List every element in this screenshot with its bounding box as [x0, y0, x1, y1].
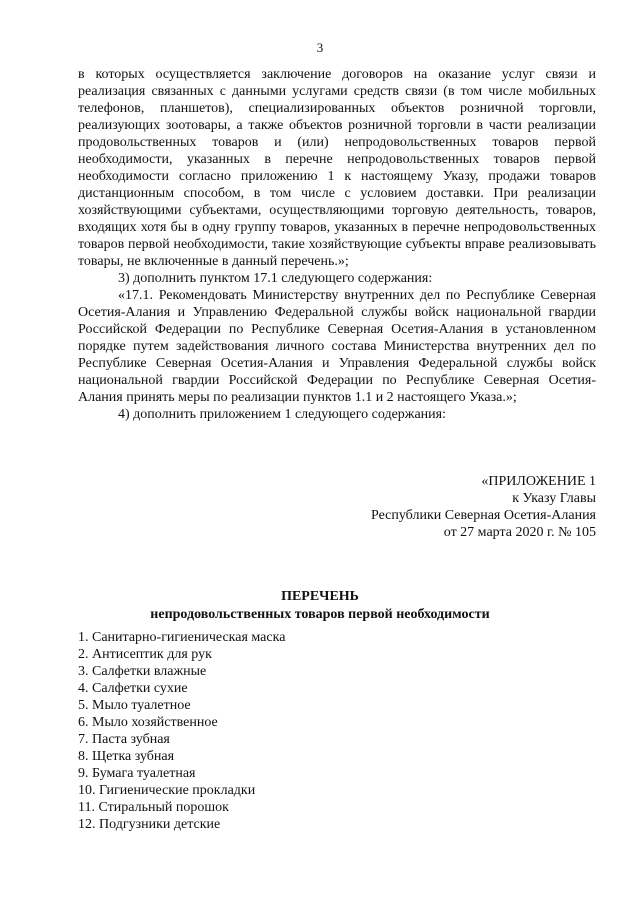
- list-title: ПЕРЕЧЕНЬ: [281, 589, 359, 604]
- list-item: 10. Гигиенические прокладки: [78, 783, 256, 798]
- list-item: 5. Мыло туалетное: [78, 698, 191, 713]
- body-text: [78, 66, 596, 423]
- list-subtitle: непродовольственных товаров первой необходимости: [150, 607, 490, 622]
- appendix-line-3: Республики Северная Осетия-Алания: [371, 508, 596, 523]
- appendix-line-4: от 27 марта 2020 г. № 105: [443, 525, 596, 540]
- page-number: 3: [316, 40, 324, 55]
- list-item: 7. Паста зубная: [78, 732, 170, 747]
- appendix-header: [300, 473, 596, 541]
- appendix-line-2: к Указу Главы: [512, 491, 596, 506]
- list-item: 6. Мыло хозяйственное: [78, 715, 218, 730]
- list-item: 11. Стиральный порошок: [78, 800, 229, 815]
- list-item: 4. Салфетки сухие: [78, 681, 188, 696]
- list-item: 9. Бумага туалетная: [78, 766, 196, 781]
- paragraph-item-3: 3) дополнить пунктом 17.1 следующего содержания:: [118, 271, 433, 286]
- list-item: 8. Щетка зубная: [78, 749, 175, 764]
- paragraph-item-4: 4) дополнить приложением 1 следующего содержания:: [118, 407, 446, 422]
- list-item: 3. Салфетки влажные: [78, 664, 207, 679]
- paragraph-continuation: в которых осуществляется заключение договоров на оказание услуг связи и реализация связанных с данными услугами средств связи (в том числе мобильных телефонов, планшетов), специализированных объектов розничной торговли, реализующих зоотовары, а также объектов розничной торговли в части реализации продовольственных товаров и (или) непродовольственных товаров первой необходимости, указанных в перечне непродовольственных товаров первой необходимости согласно приложению 1 к настоящему Указу, продажи товаров дистанционным способом, в том числе с условием доставки. При реализации хозяйствующими субъектами, осуществляющими торговую деятельность, товаров, входящих хотя бы в одну группу товаров, указанных в перечне непродовольственных товаров первой необходимости, такие хозяйствующие субъекты вправе реализовывать товары, не включенные в данный перечень.»;: [78, 67, 596, 269]
- appendix-line-1: «ПРИЛОЖЕНИЕ 1: [481, 474, 596, 489]
- list-item: 2. Антисептик для рук: [78, 647, 212, 662]
- list-item: 1. Санитарно-гигиеническая маска: [78, 630, 286, 645]
- list-item: 12. Подгузники детские: [78, 817, 221, 832]
- goods-list: [78, 629, 478, 833]
- paragraph-clause-17-1: «17.1. Рекомендовать Министерству внутренних дел по Республике Северная Осетия-Алания и Управлению Федеральной службы войск национальной гвардии Российской Федерации по Республике Северная Осетия-Алания в установленном порядке путем задействования личного состава Министерства внутренних дел по Республике Северная Осетия-Алания и Управления Федеральной службы войск национальной гвардии Российской Федерации по Республике Северная Осетия-Алания принять меры по реализации пунктов 1.1 и 2 настоящего Указа.»;: [78, 288, 596, 405]
